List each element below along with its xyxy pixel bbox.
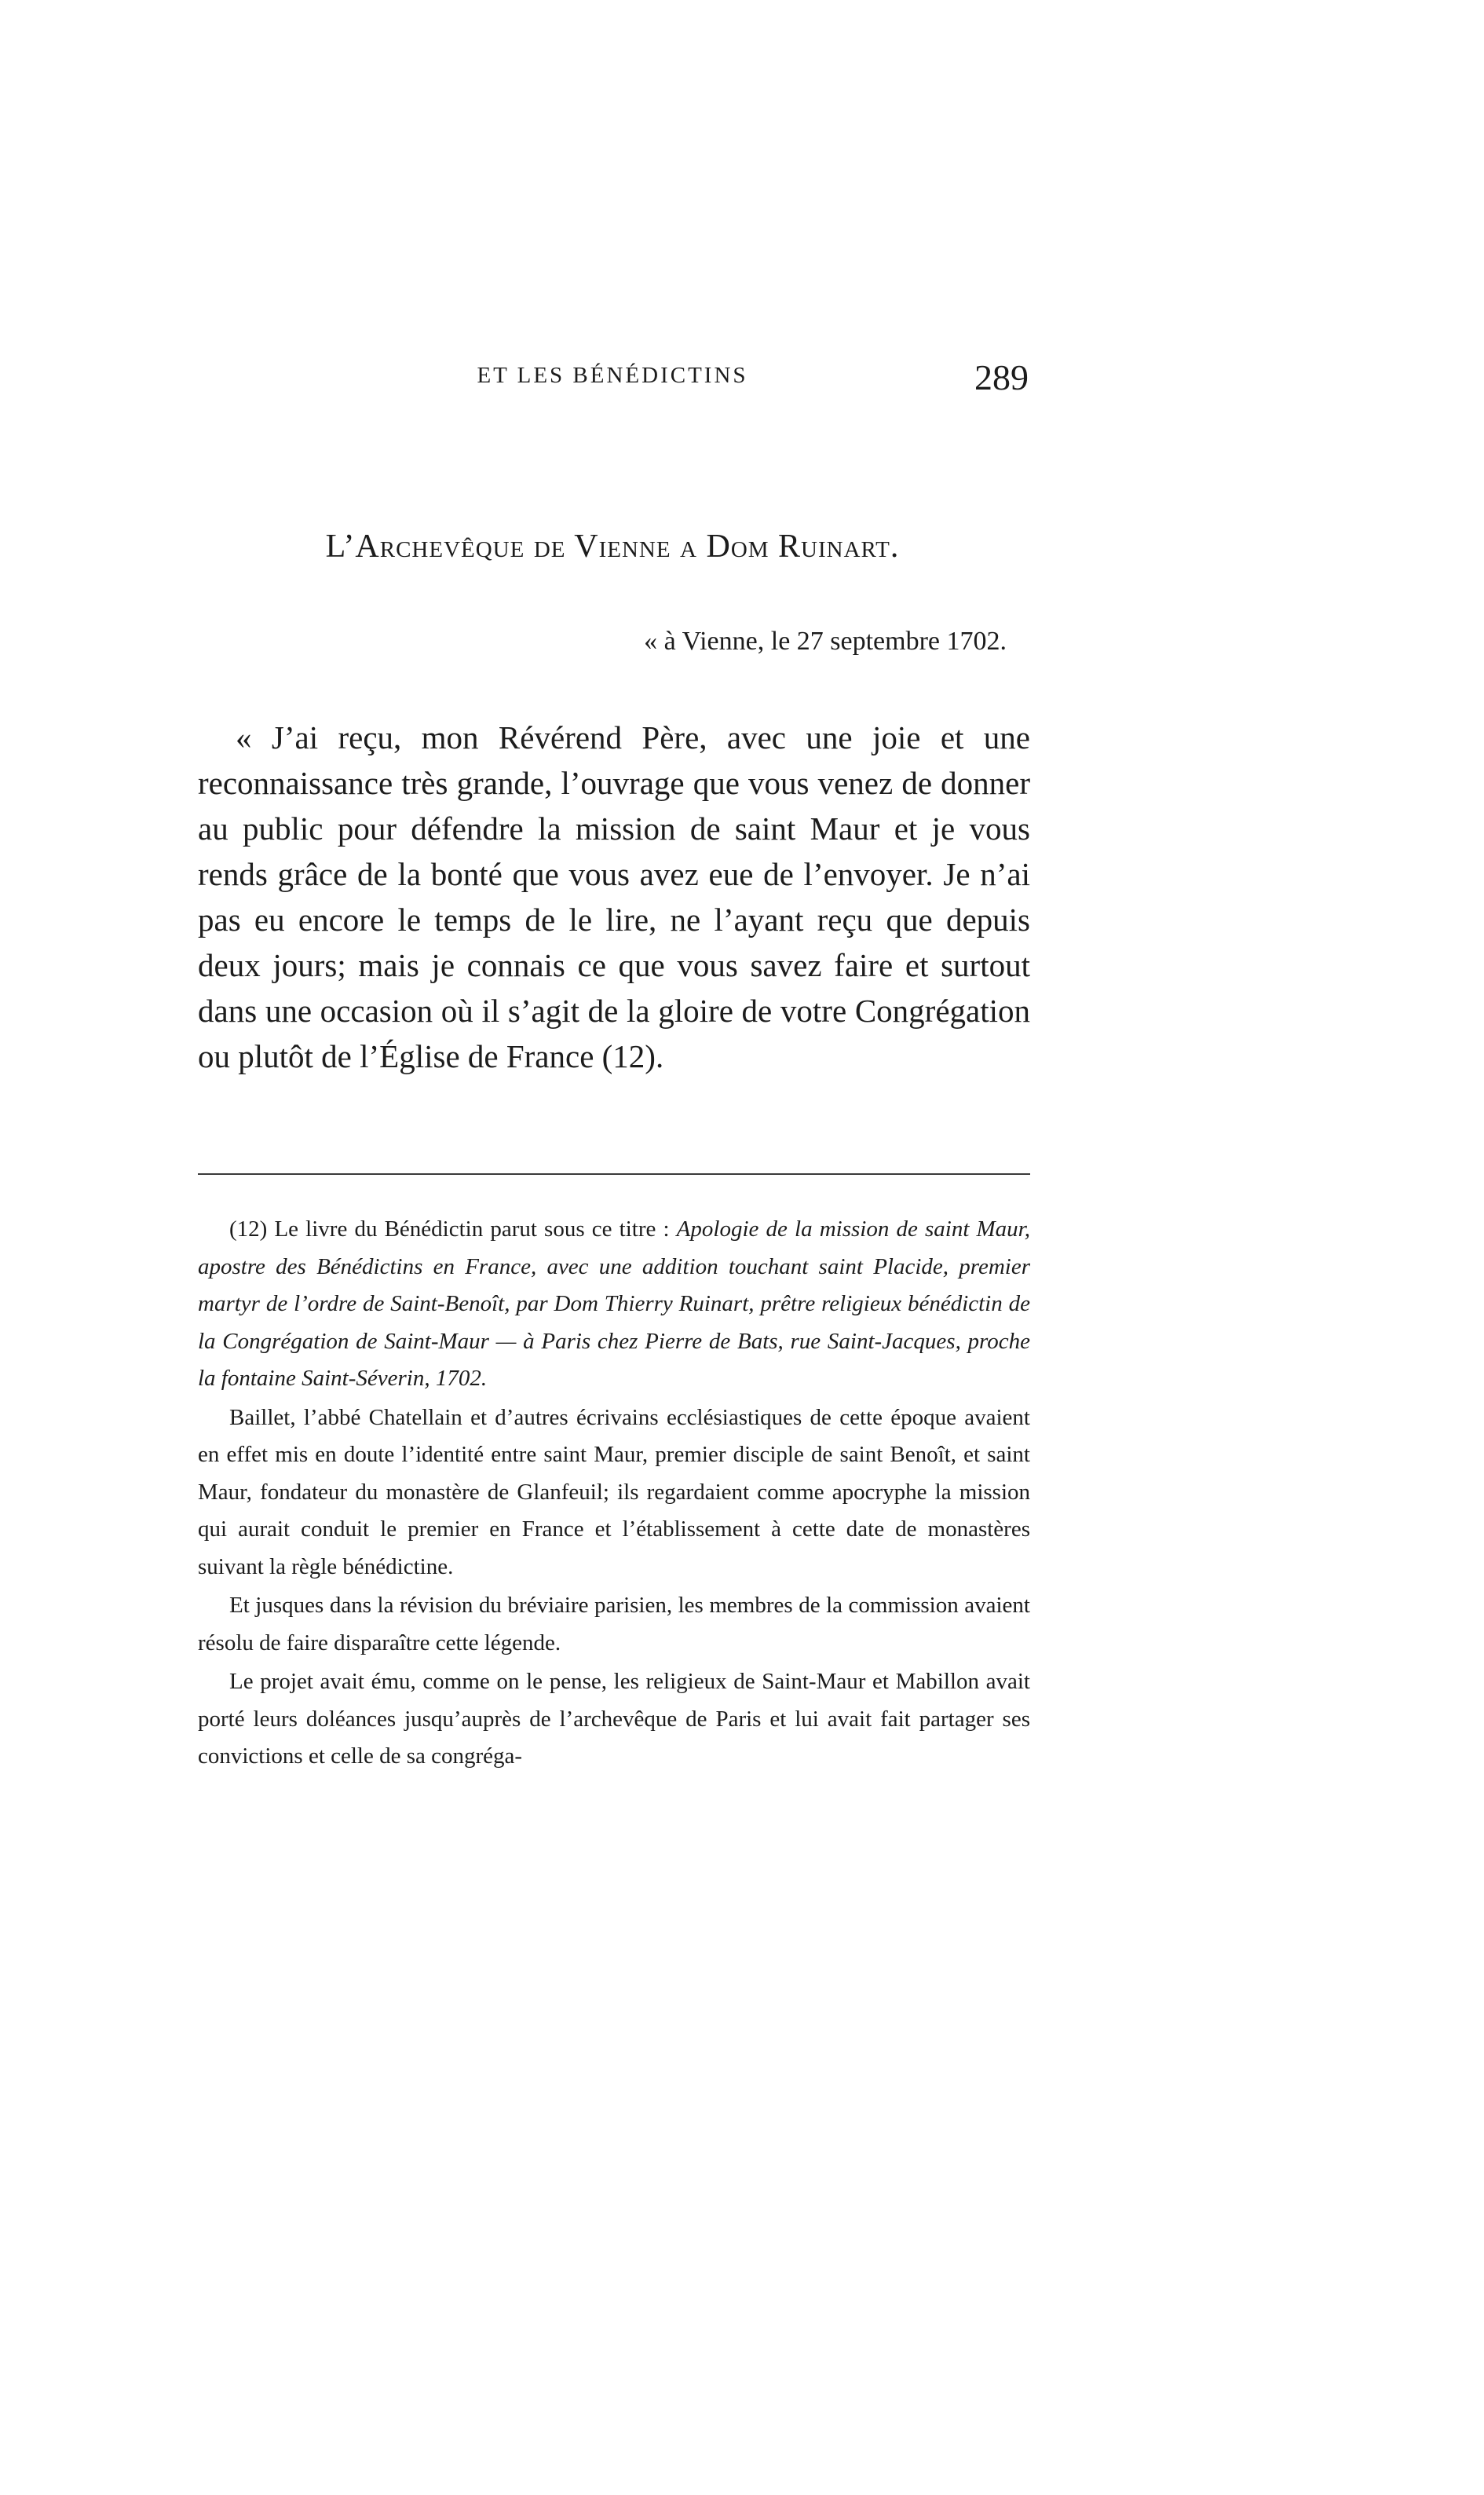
footnote-12-book-title: Apologie de la mission de saint Maur, apostre des Bénédictins en France, avec une addition touchant saint Placide, premier martyr de l’ordre de Saint-Benoît, par Dom Thierry Ruinart, prêtre religieux bénédictin de la Congrégation de Saint-Maur — à Paris chez Pierre de Bats, rue Saint-Jacques, proche la fontaine Saint-Séverin, 1702. xyxy=(198,1216,1030,1391)
footnote-12-intro: (12) Le livre du Bénédictin parut sous ce titre : xyxy=(229,1216,677,1242)
page-number: 289 xyxy=(974,357,1029,397)
letter-dateline: « à Vienne, le 27 septembre 1702. xyxy=(644,627,1007,656)
footnote-paragraph-2: Baillet, l’abbé Chatellain et d’autres écrivains ecclésiastiques de cette époque avaient en effet mis en doute l’identité entre saint Maur, premier disciple de saint Benoît, et saint Maur, fondateur du monastère de Glanfeuil; ils regardaient comme apocryphe la mission qui aurait conduit le premier en France et l’établissement à cette date de monastères suivant la règle bénédictine. xyxy=(198,1404,1030,1579)
footnote-paragraph-4: Le projet avait ému, comme on le pense, les religieux de Saint-Maur et Mabillon avait porté leurs doléances jusqu’auprès de l’archevêque de Paris et lui avait fait partager ses convictions et celle de sa congréga- xyxy=(198,1669,1030,1769)
running-head xyxy=(196,357,1029,402)
running-title: ET LES BÉNÉDICTINS xyxy=(477,363,748,388)
footnotes xyxy=(198,1211,1030,1777)
letter-heading: L’Archevêque de Vienne a Dom Ruinart. xyxy=(325,529,900,565)
footnote-rule xyxy=(198,1173,1030,1175)
footnote-12 xyxy=(198,1211,1030,1398)
footnote-paragraph-3: Et jusques dans la révision du bréviaire parisien, les membres de la commission avaient résolu de faire disparaître cette légende. xyxy=(198,1593,1030,1655)
letter-body: « J’ai reçu, mon Révérend Père, avec une joie et une reconnaissance très grande, l’ouvrage que vous venez de donner au public pour défendre la mission de saint Maur et je vous rends grâce de la bonté que vous avez eue de l’envoyer. Je n’ai pas eu encore le temps de le lire, ne l’ayant reçu que depuis deux jours; mais je connais ce que vous savez faire et surtout dans une occasion où il s’agit de la gloire de votre Congrégation ou plutôt de l’Église de France (12). xyxy=(198,719,1030,1074)
